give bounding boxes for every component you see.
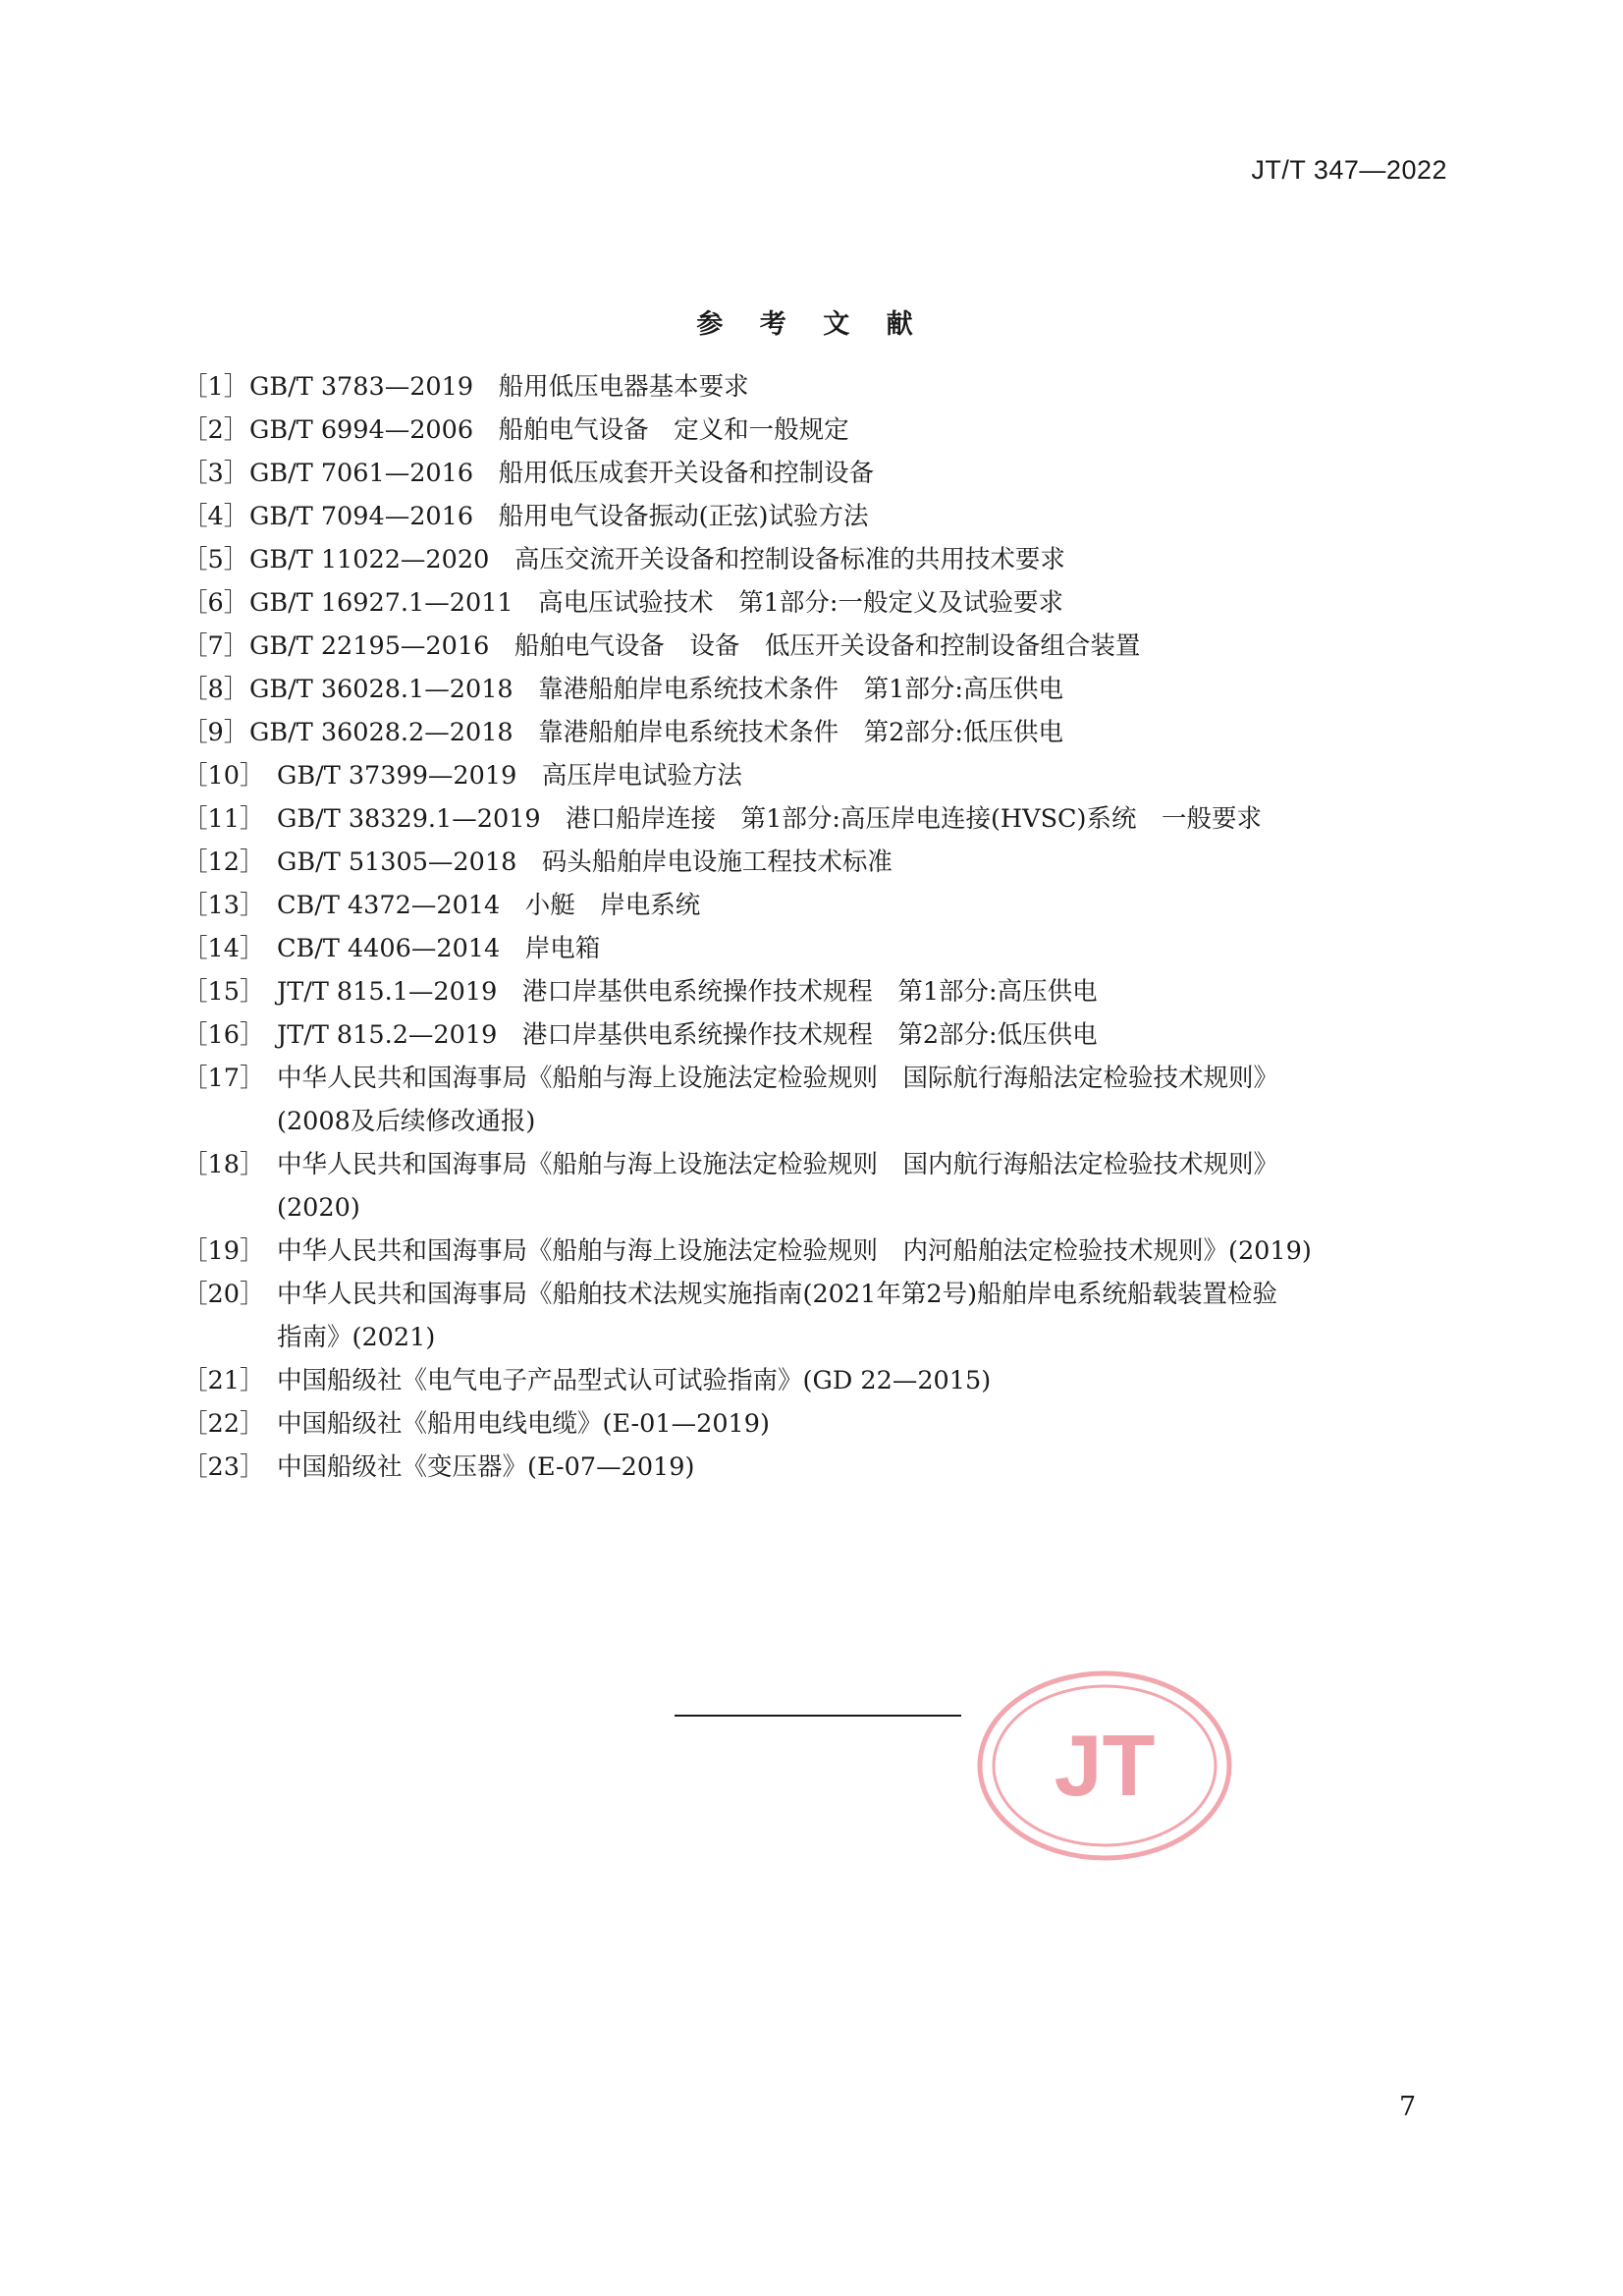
reference-text: CB/T 4406—2014 岸电箱 — [277, 934, 601, 963]
reference-list — [183, 365, 1459, 1489]
reference-number: ［12］ — [183, 847, 265, 877]
reference-text: GB/T 7061—2016 船用低压成套开关设备和控制设备 — [249, 459, 875, 488]
reference-text: GB/T 38329.1—2019 港口船岸连接 第1部分:高压岸电连接(HVSC)系统 一般要求 — [277, 804, 1263, 834]
reference-text: GB/T 22195—2016 船舶电气设备 设备 低压开关设备和控制设备组合装置 — [249, 631, 1141, 661]
reference-item — [183, 452, 1459, 495]
reference-item — [183, 668, 1459, 711]
reference-number: ［23］ — [183, 1452, 265, 1482]
reference-text: GB/T 16927.1—2011 高电压试验技术 第1部分:一般定义及试验要求 — [249, 588, 1063, 618]
jt-seal-logo — [976, 1669, 1233, 1862]
reference-text: 中华人民共和国海事局《船舶与海上设施法定检验规则 国际航行海船法定检验技术规则》 — [277, 1064, 1279, 1093]
reference-text: 中国船级社《船用电线电缆》(E-01—2019) — [277, 1409, 770, 1439]
reference-text: GB/T 3783—2019 船用低压电器基本要求 — [249, 372, 749, 402]
reference-item — [183, 797, 1459, 841]
reference-number: ［20］ — [183, 1280, 265, 1309]
seal-text: JT — [1054, 1717, 1156, 1814]
reference-item — [183, 365, 1459, 409]
reference-number: ［7］ — [183, 631, 249, 661]
reference-number: ［22］ — [183, 1409, 265, 1439]
reference-text: JT/T 815.2—2019 港口岸基供电系统操作技术规程 第2部分:低压供电 — [277, 1020, 1098, 1050]
standard-code: JT/T 347—2022 — [1251, 155, 1447, 185]
reference-text: 中国船级社《变压器》(E-07—2019) — [277, 1452, 695, 1482]
reference-text-continued: (2020) — [277, 1193, 360, 1223]
reference-item — [183, 538, 1459, 581]
reference-number: ［14］ — [183, 934, 265, 963]
reference-text: GB/T 37399—2019 高压岸电试验方法 — [277, 761, 742, 791]
reference-text: 中华人民共和国海事局《船舶技术法规实施指南(2021年第2号)船舶岸电系统船载装置检验 — [277, 1280, 1278, 1309]
reference-item — [183, 927, 1459, 970]
reference-text: GB/T 11022—2020 高压交流开关设备和控制设备标准的共用技术要求 — [249, 545, 1065, 574]
reference-text-continued: 指南》(2021) — [277, 1323, 436, 1352]
reference-item — [183, 1057, 1459, 1143]
reference-text: JT/T 815.1—2019 港口岸基供电系统操作技术规程 第1部分:高压供电 — [277, 977, 1098, 1007]
reference-item — [183, 1273, 1459, 1359]
reference-item — [183, 1359, 1459, 1402]
reference-number: ［21］ — [183, 1366, 265, 1395]
reference-text: CB/T 4372—2014 小艇 岸电系统 — [277, 891, 701, 920]
page-number: 7 — [1399, 2092, 1417, 2122]
reference-text: 中国船级社《电气电子产品型式认可试验指南》(GD 22—2015) — [277, 1366, 992, 1395]
reference-item — [183, 884, 1459, 927]
reference-number: ［4］ — [183, 502, 249, 531]
reference-number: ［15］ — [183, 977, 265, 1007]
reference-item — [183, 1143, 1459, 1230]
reference-text: GB/T 6994—2006 船舶电气设备 定义和一般规定 — [249, 415, 849, 445]
reference-number: ［3］ — [183, 459, 249, 488]
reference-number: ［5］ — [183, 545, 249, 574]
reference-item — [183, 625, 1459, 668]
reference-item — [183, 711, 1459, 754]
reference-item — [183, 1446, 1459, 1489]
reference-number: ［19］ — [183, 1236, 265, 1266]
reference-text: 中华人民共和国海事局《船舶与海上设施法定检验规则 国内航行海船法定检验技术规则》 — [277, 1150, 1279, 1179]
reference-text: GB/T 7094—2016 船用电气设备振动(正弦)试验方法 — [249, 502, 869, 531]
section-title: 参 考 文 献 — [696, 309, 927, 340]
reference-text: GB/T 51305—2018 码头船舶岸电设施工程技术标准 — [277, 847, 893, 877]
reference-text: 中华人民共和国海事局《船舶与海上设施法定检验规则 内河船舶法定检验技术规则》(2019) — [277, 1236, 1312, 1266]
reference-item — [183, 1013, 1459, 1057]
reference-number: ［2］ — [183, 415, 249, 445]
reference-number: ［10］ — [183, 761, 265, 791]
reference-item — [183, 1230, 1459, 1273]
end-rule — [675, 1715, 961, 1717]
reference-text: GB/T 36028.1—2018 靠港船舶岸电系统技术条件 第1部分:高压供电 — [249, 675, 1063, 704]
reference-item — [183, 841, 1459, 884]
reference-item — [183, 495, 1459, 538]
reference-number: ［9］ — [183, 718, 249, 747]
reference-number: ［18］ — [183, 1150, 265, 1179]
reference-item — [183, 409, 1459, 452]
reference-number: ［8］ — [183, 675, 249, 704]
reference-number: ［11］ — [183, 804, 265, 834]
reference-number: ［13］ — [183, 891, 265, 920]
reference-number: ［17］ — [183, 1064, 265, 1093]
reference-text: GB/T 36028.2—2018 靠港船舶岸电系统技术条件 第2部分:低压供电 — [249, 718, 1063, 747]
reference-item — [183, 754, 1459, 797]
reference-number: ［6］ — [183, 588, 249, 618]
reference-item — [183, 581, 1459, 625]
reference-number: ［1］ — [183, 372, 249, 402]
reference-text-continued: (2008及后续修改通报) — [277, 1107, 536, 1136]
reference-number: ［16］ — [183, 1020, 265, 1050]
reference-item — [183, 1402, 1459, 1446]
reference-item — [183, 970, 1459, 1013]
